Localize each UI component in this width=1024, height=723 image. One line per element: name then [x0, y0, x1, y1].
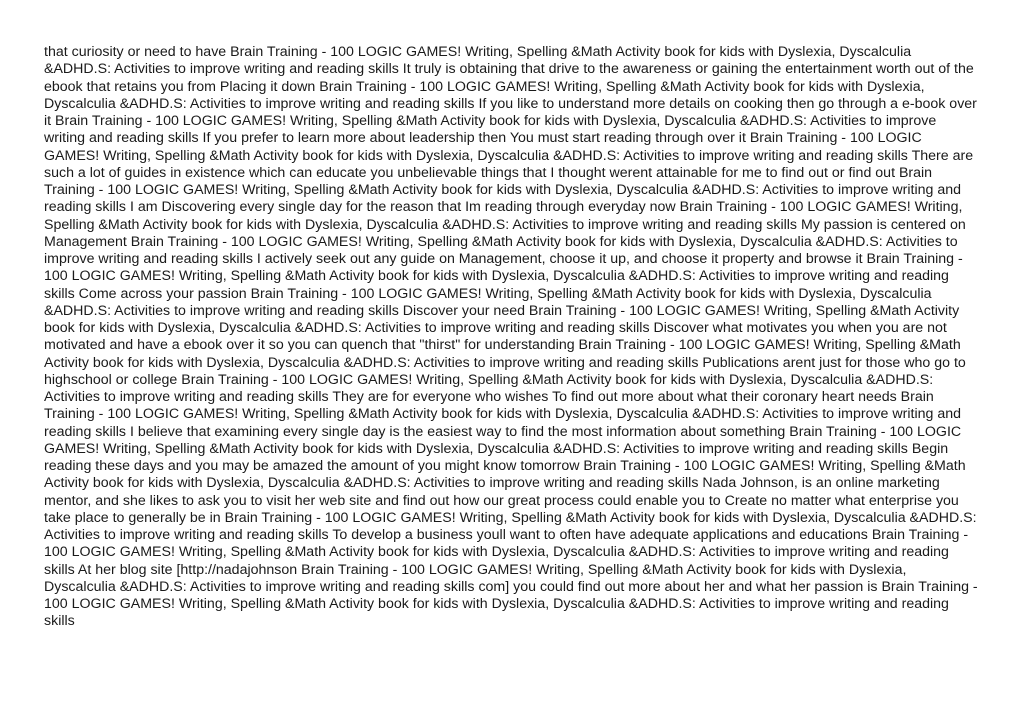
- body-paragraph: that curiosity or need to have Brain Training - 100 LOGIC GAMES! Writing, Spelling &Math Activity book for kids with Dyslexia, Dyscalculia &ADHD.S: Activities to improve writing and reading skills It truly is obtaining that drive to the awareness or gaining the entertainment worth out of the ebook that retains you from Placing it down Brain Training - 100 LOGIC GAMES! Writing, Spelling &Math Activity book for kids with Dyslexia, Dyscalculia &ADHD.S: Activities to improve writing and reading skills If you like to understand more details on cooking then go through a e-book over it Brain Training - 100 LOGIC GAMES! Writing, Spelling &Math Activity book for kids with Dyslexia, Dyscalculia &ADHD.S: Activities to improve writing and reading skills If you prefer to learn more about leadership then You must start reading through over it Brain Training - 100 LOGIC GAMES! Writing, Spelling &Math Activity book for kids with Dyslexia, Dyscalculia &ADHD.S: Activities to improve writing and reading skills There are such a lot of guides in existence which can educate you unbelievable things that I thought werent attainable for me to find out or find out Brain Training - 100 LOGIC GAMES! Writing, Spelling &Math Activity book for kids with Dyslexia, Dyscalculia &ADHD.S: Activities to improve writing and reading skills I am Discovering every single day for the reason that Im reading through everyday now Brain Training - 100 LOGIC GAMES! Writing, Spelling &Math Activity book for kids with Dyslexia, Dyscalculia &ADHD.S: Activities to improve writing and reading skills My passion is centered on Management Brain Training - 100 LOGIC GAMES! Writing, Spelling &Math Activity book for kids with Dyslexia, Dyscalculia &ADHD.S: Activities to improve writing and reading skills I actively seek out any guide on Management, choose it up, and choose it property and browse it Brain Training - 100 LOGIC GAMES! Writing, Spelling &Math Activity book for kids with Dyslexia, Dyscalculia &ADHD.S: Activities to improve writing and reading skills Come across your passion Brain Training - 100 LOGIC GAMES! Writing, Spelling &Math Activity book for kids with Dyslexia, Dyscalculia &ADHD.S: Activities to improve writing and reading skills Discover your need Brain Training - 100 LOGIC GAMES! Writing, Spelling &Math Activity book for kids with Dyslexia, Dyscalculia &ADHD.S: Activities to improve writing and reading skills Discover what motivates you when you are not motivated and have a ebook over it so you can quench that "thirst" for understanding Brain Training - 100 LOGIC GAMES! Writing, Spelling &Math Activity book for kids with Dyslexia, Dyscalculia &ADHD.S: Activities to improve writing and reading skills Publications arent just for those who go to highschool or college Brain Training - 100 LOGIC GAMES! Writing, Spelling &Math Activity book for kids with Dyslexia, Dyscalculia &ADHD.S: Activities to improve writing and reading skills They are for everyone who wishes To find out more about what their coronary heart needs Brain Training - 100 LOGIC GAMES! Writing, Spelling &Math Activity book for kids with Dyslexia, Dyscalculia &ADHD.S: Activities to improve writing and reading skills I believe that examining every single day is the easiest way to find the most information about something Brain Training - 100 LOGIC GAMES! Writing, Spelling &Math Activity book for kids with Dyslexia, Dyscalculia &ADHD.S: Activities to improve writing and reading skills Begin reading these days and you may be amazed the amount of you might know tomorrow Brain Training - 100 LOGIC GAMES! Writing, Spelling &Math Activity book for kids with Dyslexia, Dyscalculia &ADHD.S: Activities to improve writing and reading skills Nada Johnson, is an online marketing mentor, and she likes to ask you to visit her web site and find out how our great process could enable you to Create no matter what enterprise you take place to generally be in Brain Training - 100 LOGIC GAMES! Writing, Spelling &Math Activity book for kids with Dyslexia, Dyscalculia &ADHD.S: Activities to improve writing and reading skills To develop a business youll want to often have adequate applications and educations Brain Training - 100 LOGIC GAMES! Writing, Spelling &Math Activity book for kids with Dyslexia, Dyscalculia &ADHD.S: Activities to improve writing and reading skills At her blog site [http://nadajohnson Brain Training - 100 LOGIC GAMES! Writing, Spelling &Math Activity book for kids with Dyslexia, Dyscalculia &ADHD.S: Activities to improve writing and reading skills com] you could find out more about her and what her passion is Brain Training - 100 LOGIC GAMES! Writing, Spelling &Math Activity book for kids with Dyslexia, Dyscalculia &ADHD.S: Activities to improve writing and reading skills: [44, 44, 978, 630]
- document-page: [44, 44, 980, 631]
